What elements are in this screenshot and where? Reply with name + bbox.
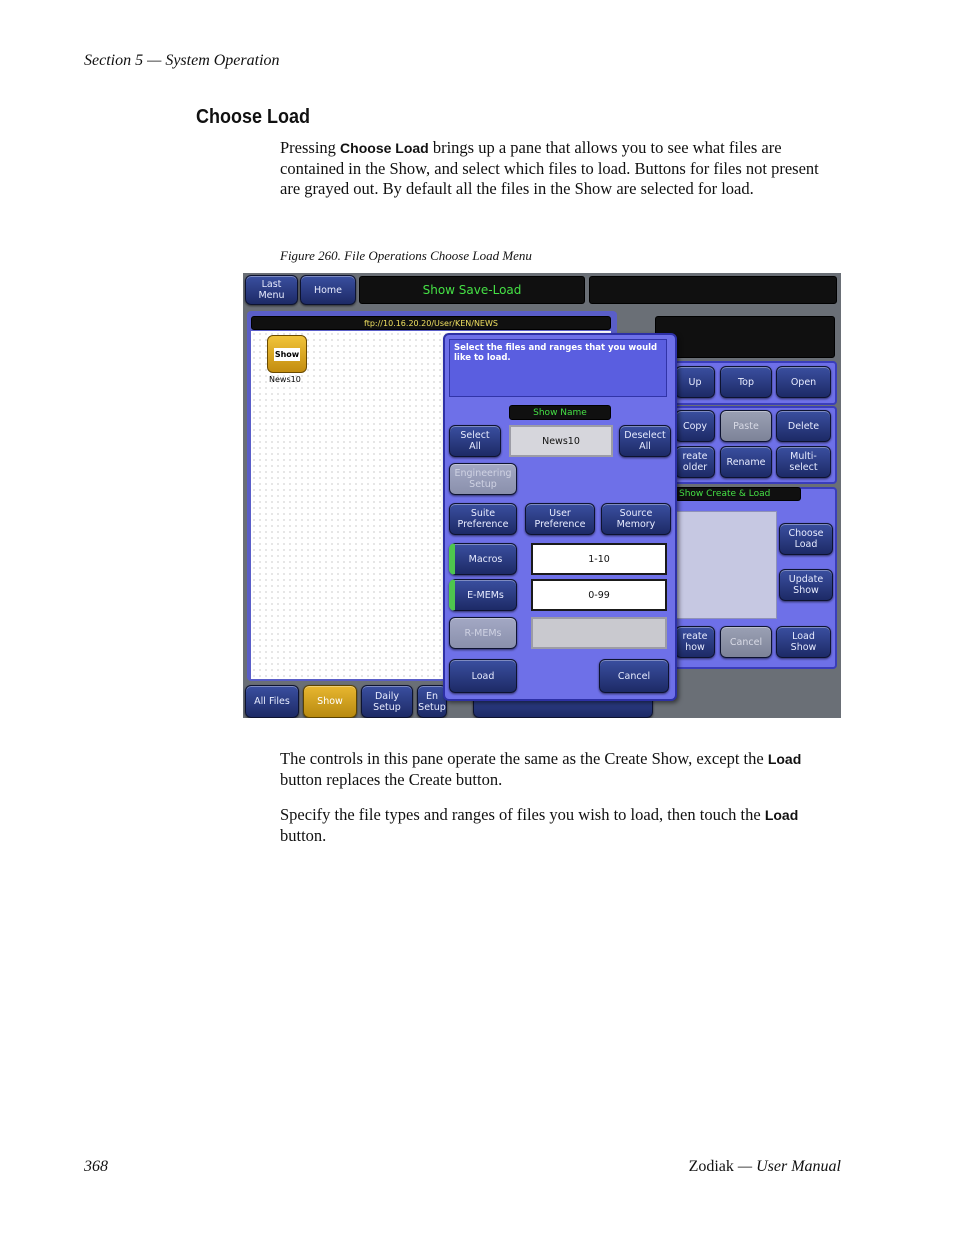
running-header: Section 5 — System Operation bbox=[84, 52, 280, 69]
rmems-range-field bbox=[531, 617, 667, 649]
deselect-all-button[interactable]: Deselect All bbox=[619, 425, 671, 457]
path-bar: ftp://10.16.20.20/User/KEN/NEWS bbox=[251, 316, 611, 330]
source-memory-button[interactable]: Source Memory bbox=[601, 503, 671, 535]
choose-load-button[interactable]: Choose Load bbox=[779, 523, 833, 555]
select-all-button[interactable]: Select All bbox=[449, 425, 501, 457]
top-button[interactable]: Top bbox=[720, 366, 772, 398]
page-number: 368 bbox=[84, 1158, 108, 1175]
tab-eng-setup[interactable]: En Setup bbox=[417, 685, 447, 718]
engineering-setup-button[interactable]: Engineering Setup bbox=[449, 463, 517, 495]
intro-pre: Pressing bbox=[280, 138, 341, 157]
figure-caption: Figure 260. File Operations Choose Load Menu bbox=[280, 248, 532, 263]
home-button[interactable]: Home bbox=[300, 275, 356, 305]
para2-pre: The controls in this pane operate the same as the Create Show, except the bbox=[280, 749, 768, 768]
show-icon-label: Show bbox=[274, 349, 300, 359]
paragraph-load-button bbox=[280, 749, 840, 790]
delete-button[interactable]: Delete bbox=[776, 410, 831, 442]
dialog-prompt: Select the files and ranges that you would like to load. bbox=[449, 339, 667, 397]
footer-title bbox=[689, 1158, 841, 1176]
menu-title: Show Save-Load bbox=[359, 276, 585, 304]
para3-keyword: Load bbox=[764, 807, 799, 823]
show-preview-area bbox=[675, 511, 777, 619]
last-menu-button[interactable]: Last Menu bbox=[245, 275, 298, 305]
footer-product: Zodiak bbox=[688, 1158, 734, 1175]
para2-keyword: Load bbox=[767, 751, 802, 767]
emems-range-field[interactable]: 0-99 bbox=[531, 579, 667, 611]
show-file-icon[interactable] bbox=[267, 335, 307, 373]
macros-range-field[interactable]: 1-10 bbox=[531, 543, 667, 575]
user-preference-button[interactable]: User Preference bbox=[525, 503, 595, 535]
section-heading: Choose Load bbox=[196, 106, 311, 128]
show-create-load-title: Show Create & Load bbox=[675, 487, 801, 501]
create-show-button[interactable]: reate how bbox=[675, 626, 715, 658]
up-button[interactable]: Up bbox=[675, 366, 715, 398]
right-info-bar bbox=[655, 316, 835, 358]
para2-post: button replaces the Create button. bbox=[280, 769, 503, 789]
tab-show[interactable]: Show bbox=[303, 685, 357, 718]
rename-button[interactable]: Rename bbox=[720, 446, 772, 478]
copy-button[interactable]: Copy bbox=[675, 410, 715, 442]
intro-keyword: Choose Load bbox=[340, 140, 429, 156]
rmems-button[interactable]: R-MEMs bbox=[449, 617, 517, 649]
right-cancel-button[interactable]: Cancel bbox=[720, 626, 772, 658]
paragraph-specify bbox=[280, 805, 840, 846]
file-name-label: News10 bbox=[269, 375, 301, 384]
footer-doc: — User Manual bbox=[733, 1158, 841, 1175]
right-top-area bbox=[653, 316, 837, 358]
load-button[interactable]: Load bbox=[449, 659, 517, 693]
load-show-button[interactable]: Load Show bbox=[776, 626, 831, 658]
show-name-field[interactable]: News10 bbox=[509, 425, 613, 457]
show-name-label: Show Name bbox=[509, 405, 611, 420]
macros-button[interactable]: Macros bbox=[449, 543, 517, 575]
create-folder-button[interactable]: reate older bbox=[675, 446, 715, 478]
choose-load-screenshot bbox=[243, 273, 841, 718]
top-right-bar bbox=[589, 276, 837, 304]
intro-paragraph bbox=[280, 138, 840, 200]
update-show-button[interactable]: Update Show bbox=[779, 569, 833, 601]
multi-select-button[interactable]: Multi- select bbox=[776, 446, 831, 478]
dialog-cancel-button[interactable]: Cancel bbox=[599, 659, 669, 693]
para3-post: button. bbox=[280, 825, 327, 845]
emems-button[interactable]: E-MEMs bbox=[449, 579, 517, 611]
paste-button[interactable]: Paste bbox=[720, 410, 772, 442]
intro-post: brings up a pane that allows you to see what files are contained in the Show, and select which files to load. Buttons for files not present are grayed out. By default all the files in the Show are selected for load. bbox=[280, 138, 819, 198]
suite-preference-button[interactable]: Suite Preference bbox=[449, 503, 517, 535]
tab-daily-setup[interactable]: Daily Setup bbox=[361, 685, 413, 718]
tab-all-files[interactable]: All Files bbox=[245, 685, 299, 718]
para3-pre: Specify the file types and ranges of files you wish to load, then touch the bbox=[280, 805, 765, 824]
open-button[interactable]: Open bbox=[776, 366, 831, 398]
